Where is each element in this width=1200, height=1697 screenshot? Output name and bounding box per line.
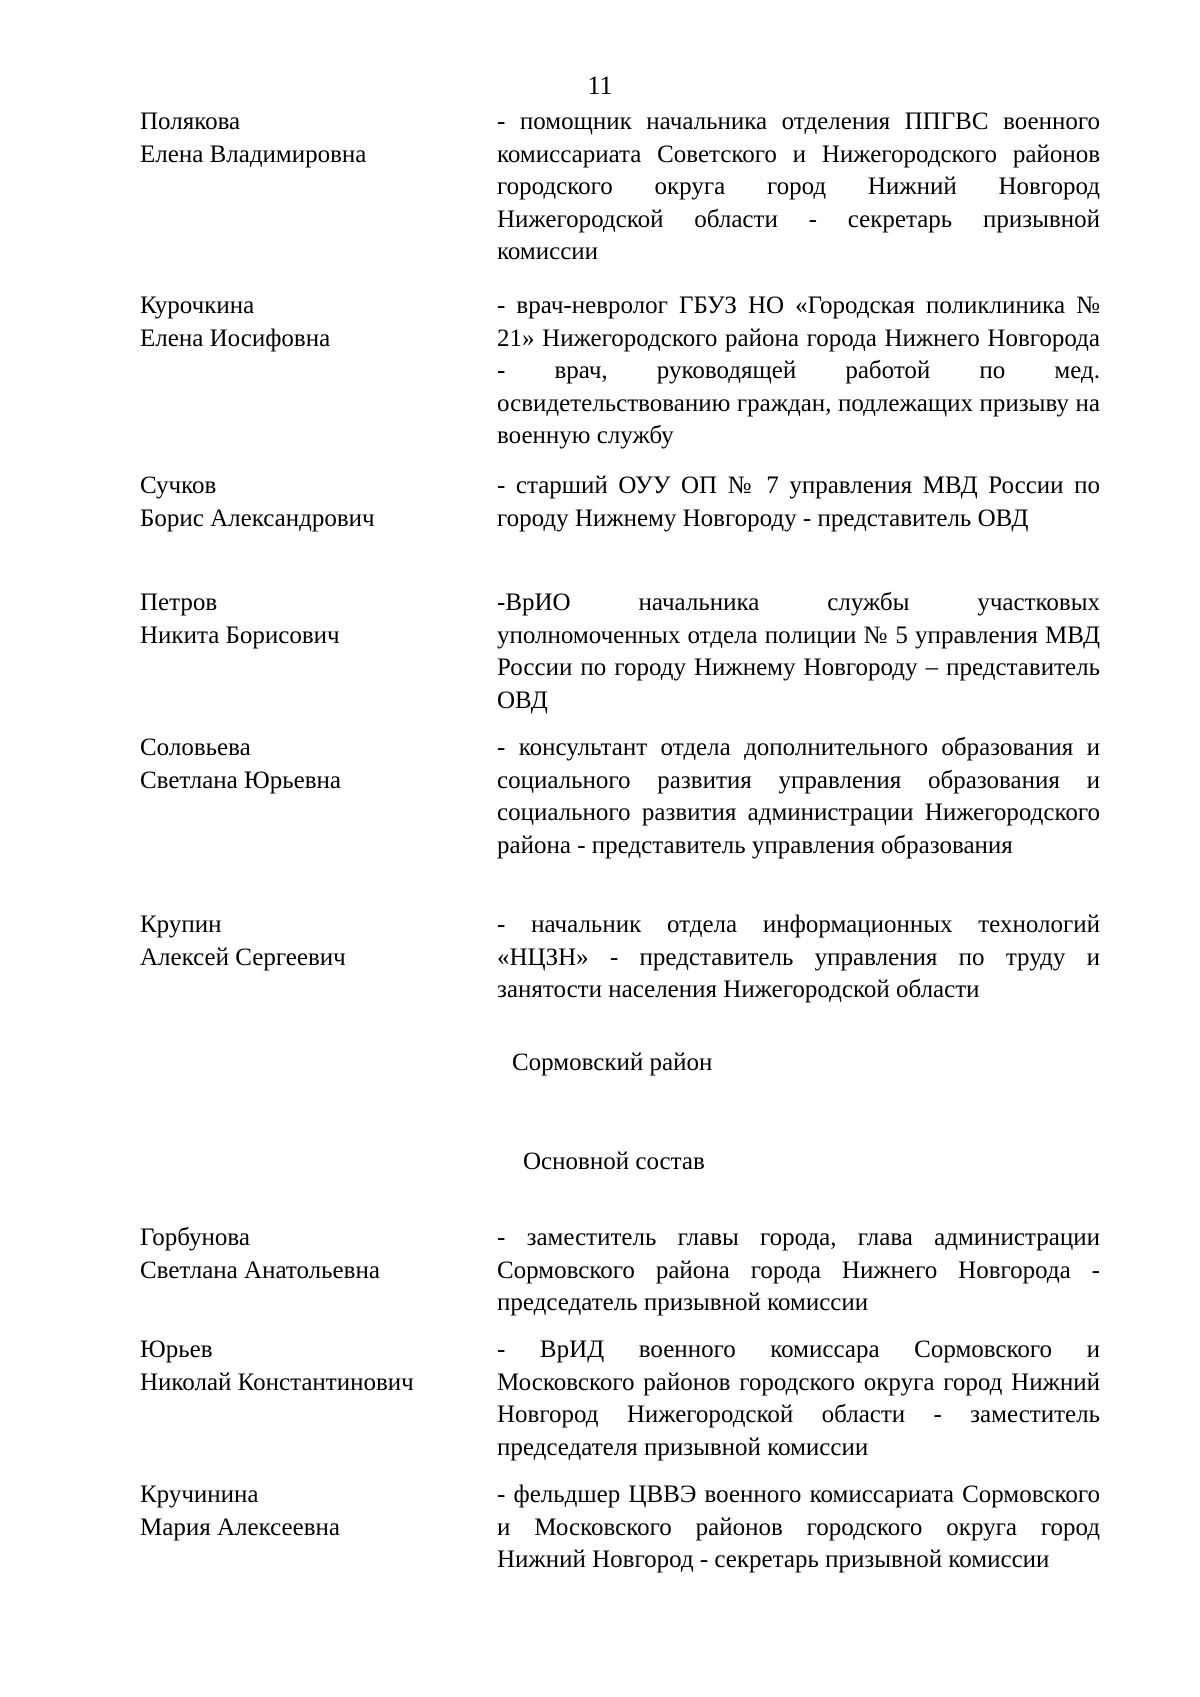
composition-heading: Основной состав: [523, 1148, 705, 1175]
member-given-names: Елена Иосифовна: [140, 324, 331, 352]
member-surname: Сучков: [140, 472, 217, 499]
member-name: [140, 1479, 480, 1544]
member-given-names: Елена Владимировна: [140, 140, 367, 168]
member-given-names: Никита Борисович: [140, 621, 340, 649]
member-role: - помощник начальника отделения ППГВС военного комиссариата Советского и Нижегородского районов городского округа город Нижний Новгород Нижегородской области - секретарь призывной комиссии: [497, 108, 1100, 265]
member-role: - старший ОУУ ОП № 7 управления МВД России по городу Нижнему Новгороду - представитель ОВД: [497, 472, 1100, 532]
member-surname: Петров: [140, 589, 218, 616]
member-role: -ВрИО начальника службы участковых уполномоченных отдела полиции № 5 управления МВД России по городу Нижнему Новгороду – представитель ОВД: [497, 589, 1100, 714]
member-name: [140, 587, 480, 652]
member-role: - ВрИД военного комиссара Сормовского и Московского районов городского округа город Нижний Новгород Нижегородской области - заместитель председателя призывной комиссии: [497, 1336, 1100, 1461]
member-name: [140, 1222, 480, 1287]
member-name: [140, 1334, 480, 1399]
member-role: - фельдшер ЦВВЭ военного комиссариата Сормовского и Московского районов городского округа город Нижний Новгород - секретарь призывной комиссии: [497, 1481, 1100, 1573]
member-name: [140, 106, 480, 171]
member-name: [140, 909, 480, 974]
member-surname: Крупин: [140, 911, 222, 938]
member-role: - консультант отдела дополнительного образования и социального развития управления образования и социального развития администрации Нижегородского района - представитель управления образования: [497, 734, 1100, 859]
page-number: 11: [587, 71, 613, 100]
member-given-names: Николай Константинович: [140, 1368, 414, 1396]
member-name: [140, 732, 480, 797]
district-heading: Сормовский район: [512, 1049, 713, 1076]
member-surname: Кручинина: [140, 1481, 259, 1508]
member-given-names: Светлана Анатольевна: [140, 1256, 380, 1284]
member-given-names: Алексей Сергеевич: [140, 943, 346, 971]
member-role: - заместитель главы города, глава администрации Сормовского района города Нижнего Новгорода - председатель призывной комиссии: [497, 1224, 1100, 1316]
member-surname: Соловьева: [140, 734, 251, 761]
member-name: [140, 290, 480, 355]
member-given-names: Светлана Юрьевна: [140, 766, 342, 794]
member-surname: Полякова: [140, 108, 241, 135]
member-given-names: Борис Александрович: [140, 504, 375, 532]
member-role: - врач-невролог ГБУЗ НО «Городская поликлиника № 21» Нижегородского района города Нижнего Новгорода - врач, руководящей работой по мед. освидетельствованию граждан, подлежащих призыву на военную службу: [497, 292, 1100, 449]
member-surname: Курочкина: [140, 292, 255, 319]
member-given-names: Мария Алексеевна: [140, 1513, 340, 1541]
member-role: - начальник отдела информационных технологий «НЦЗН» - представитель управления по труду и занятости населения Нижегородской области: [497, 911, 1100, 1003]
member-name: [140, 470, 480, 535]
member-surname: Юрьев: [140, 1336, 213, 1363]
member-surname: Горбунова: [140, 1224, 250, 1251]
